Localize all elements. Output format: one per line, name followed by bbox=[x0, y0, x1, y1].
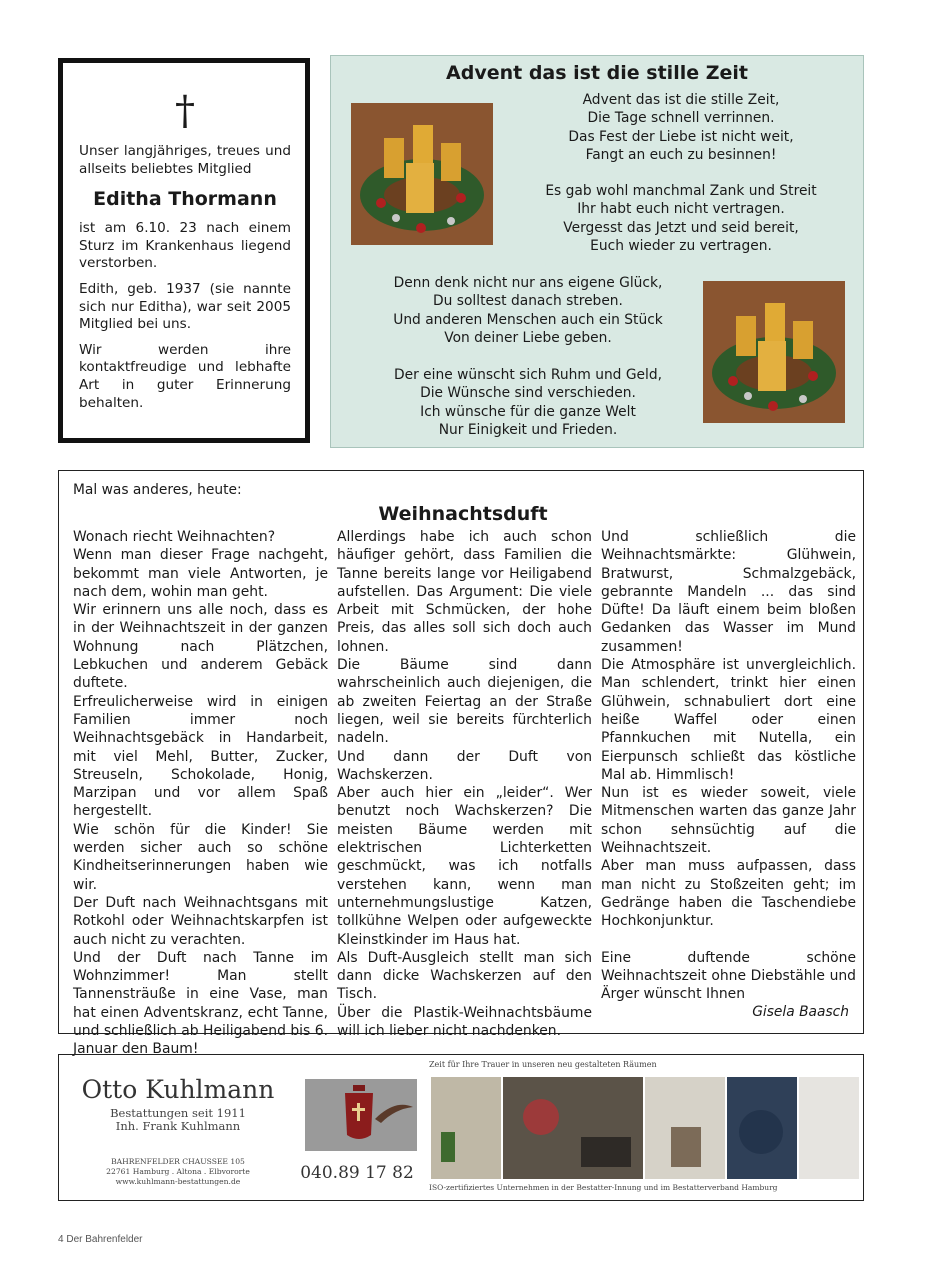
article-column-3: Und schließlich die Weihnachtsmärkte: Glühwein, Bratwurst, Schmalzgebäck, gebrannte Mandeln ... das sind Düfte! Da läuft einem beim bloßen Gedanken das Wasser im Mund zusammen! Die Atmosphäre ist unvergleichlich. Man schlendert, trinkt hier einen Glühwein, schnabuliert dort eine heiße Waffel oder einen Pfannkuchen mit Nutella, ein Eierpunsch schließt das köstliche Mal ab. Himmlisch! Nun ist es wieder soweit, viele Mitmenschen warten das ganze Jahr schon sehnsüchtig auf die Weihnachtszeit. Aber man muss aufpassen, dass man nicht zu Stoßzeiten geht; im Gedränge haben die Taschendiebe Hochkonjunktur. Eine duftende schöne Weihnachtszeit ohne Diebstähle und Ärger wünscht Ihnen bbox=[601, 529, 856, 1003]
publication-name: Der Bahrenfelder bbox=[66, 1234, 143, 1245]
advent-wreath-image bbox=[703, 281, 845, 423]
ad-phone: 040.89 17 82 bbox=[300, 1163, 414, 1183]
obituary-text-3: Wir werden ihre kontaktfreudige und lebhafte Art in guter Erinnerung behalten. bbox=[79, 341, 291, 411]
article-column-2: Allerdings habe ich auch schon häufiger gehört, dass Familien die Tanne bereits lange vor Heiligabend aufstellen. Das Argument: Die viele Arbeit mit Schmücken, der hohe Preis, das alles soll sich doch auch lohnen. Die Bäume sind dann wahrscheinlich auch diejenigen, die ab zweiten Feiertag an der Straße liegen, weil sie bereits fürchterlich nadeln. Und dann der Duft von Wachskerzen. Aber auch hier ein „leider“. Wer benutzt noch Wachskerzen? Die meisten Bäume werden mit elektrischen Lichterketten geschmückt, was ich notfalls verstehen kann, wenn man unternehmungslustige Katzen, tollkühne Welpen oder aufgeweckte Kleinstkinder im Haus hat. Als Duft-Ausgleich stellt man sich dann dicke Wachskerzen auf den Tisch. Über die Plastik-Weihnachtsbäume will ich lieber nicht nachdenken. bbox=[337, 529, 592, 1040]
ad-photo-strip bbox=[431, 1077, 859, 1179]
ad-address: BAHRENFELDER CHAUSSEE 105 22761 Hamburg . Altona . Elbvororte www.kuhlmann-bestattungen.de bbox=[106, 1157, 250, 1186]
funeral-home-ad bbox=[58, 1054, 864, 1201]
article-closing: Eine duftende schöne Weihnachtszeit ohne Diebstähle und Ärger wünscht Ihnen bbox=[601, 949, 856, 1003]
urn-image bbox=[305, 1079, 417, 1151]
obituary-text-2: Edith, geb. 1937 (sie nannte sich nur Editha), war seit 2005 Mitglied bei uns. bbox=[79, 280, 291, 333]
page-number: 4 bbox=[58, 1234, 64, 1245]
obituary-name: Editha Thormann bbox=[93, 188, 277, 211]
obituary-text-1: ist am 6.10. 23 nach einem Sturz im Krankenhaus liegend verstorben. bbox=[79, 220, 291, 272]
ad-company-name: Otto Kuhlmann bbox=[81, 1075, 275, 1104]
poem-stanza-1: Advent das ist die stille Zeit, Die Tage schnell verrinnen. Das Fest der Liebe ist nicht weit, Fangt an euch zu besinnen! bbox=[568, 92, 794, 163]
poem-title: Advent das ist die stille Zeit bbox=[446, 62, 748, 84]
poem-stanza-2: Es gab wohl manchmal Zank und Streit Ihr habt euch nicht vertragen. Vergesst das Jetzt und seid bereit, Euch wieder zu vertragen. bbox=[545, 183, 817, 254]
poem-stanza-4: Der eine wünscht sich Ruhm und Geld, Die Wünsche sind verschieden. Ich wünsche für die ganze Welt Nur Einigkeit und Frieden. bbox=[393, 367, 662, 438]
article-box bbox=[58, 470, 864, 1058]
ad-subtitle: Bestattungen seit 1911 Inh. Frank Kuhlmann bbox=[110, 1106, 246, 1133]
cross-icon: † bbox=[175, 88, 195, 134]
article-intro: Mal was anderes, heute: bbox=[73, 482, 242, 498]
article-column-1: Wonach riecht Weihnachten? Wenn man dieser Frage nachgeht, bekommt man viele Antworten, je nach dem, wohin man geht. Wir erinnern uns alle noch, dass es in der Weihnachtszeit in der ganzen Wohnung nach Plätzchen, Lebkuchen und anderem Gebäck duftete. Erfreulicherweise wird in einigen Familien immer noch Weihnachtsgebäck in Handarbeit, mit viel Mehl, Butter, Zucker, Streuseln, Schokolade, Honig, Marzipan und vor allem Spaß hergestellt. Wie schön für die Kinder! Sie werden sicher auch so schöne Kindheitserinnerungen haben wie wir. Der Duft nach Weihnachtsgans mit Rotkohl oder Weihnachtskarpfen ist auch nicht zu verachten. Und der Duft nach Tanne im Wohnzimmer! Man stellt Tannensträuße in eine Vase, man hat einen Adventskranz, echt Tanne, und schließlich ab Heiligabend bis 6. Januar den Baum! bbox=[73, 529, 328, 1058]
article-author: Gisela Baasch bbox=[752, 1004, 849, 1020]
advent-wreath-image bbox=[351, 103, 493, 245]
article-title: Weihnachtsduft bbox=[378, 503, 548, 525]
poem-stanza-3: Denn denk nicht nur ans eigene Glück, Du solltest danach streben. Und anderen Menschen auch ein Stück Von deiner Liebe geben. bbox=[393, 275, 663, 346]
ad-top-caption: Zeit für Ihre Trauer in unseren neu gestalteten Räumen bbox=[429, 1060, 657, 1069]
advent-poem-box bbox=[330, 55, 864, 448]
ad-bottom-caption: ISO-zertifiziertes Unternehmen in der Bestatter-Innung und im Bestatterverband Hamburg bbox=[429, 1183, 778, 1192]
obituary-box bbox=[58, 58, 310, 443]
obituary-intro: Unser langjähriges, treues und allseits beliebtes Mitglied bbox=[79, 143, 291, 177]
page-footer bbox=[58, 1234, 143, 1245]
